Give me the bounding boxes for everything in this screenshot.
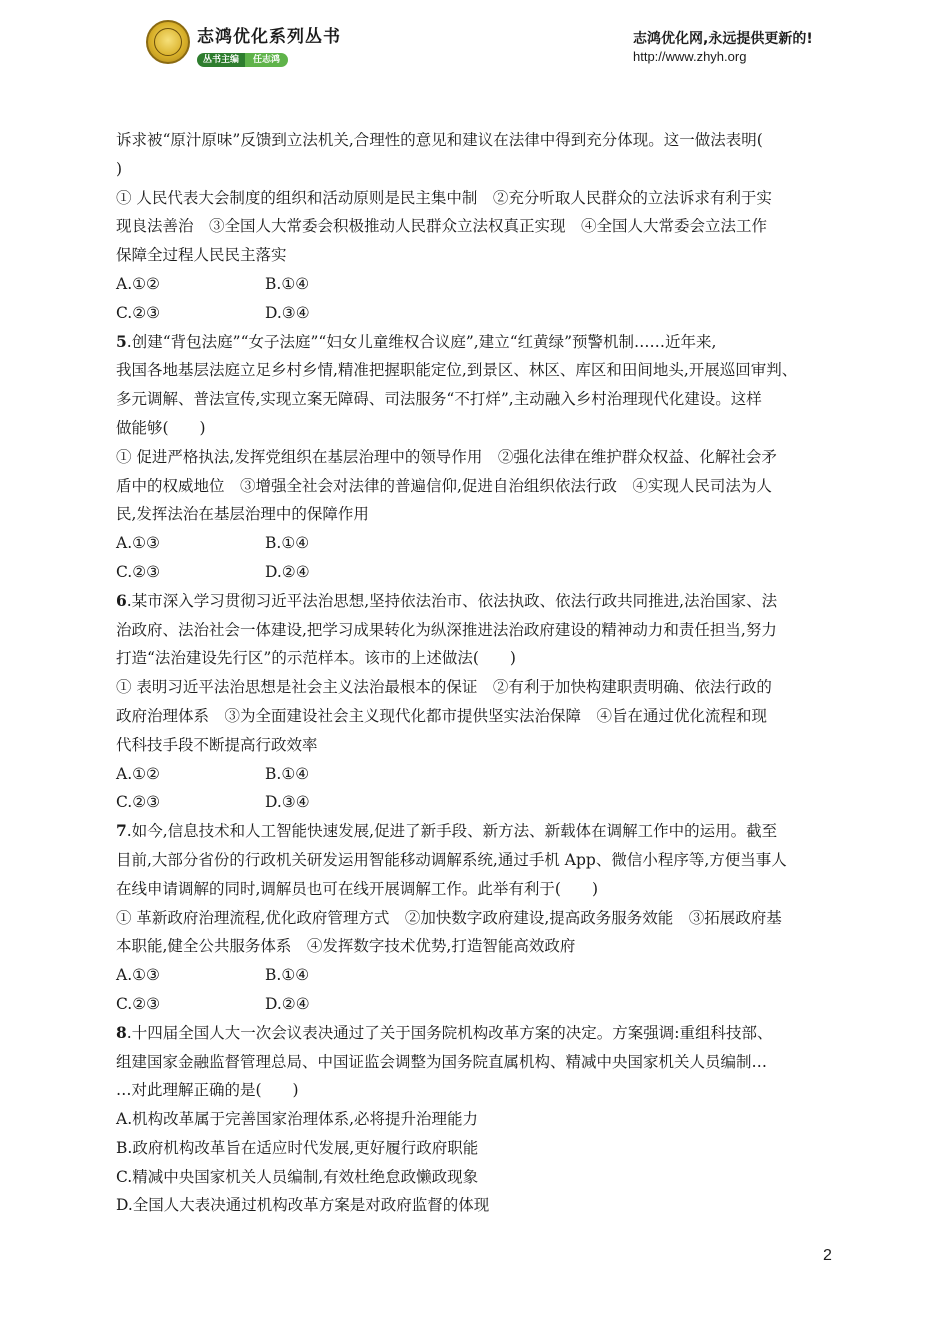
stem-text: .创建“背包法庭”“女子法庭”“妇女儿童维权合议庭”,建立“红黄绿”预警机制……近年来, xyxy=(126,332,717,351)
statement-line: 现良法善治 ③全国人大常委会积极推动人民群众立法权真正实现 ④全国人大常委会立法工作 xyxy=(116,217,768,236)
option-d: D.全国人大表决通过机构改革方案是对政府监督的体现 xyxy=(116,1196,490,1215)
statement-line: 民,发挥法治在基层治理中的保障作用 xyxy=(116,505,369,524)
statement-line: 代科技手段不断提高行政效率 xyxy=(116,735,318,754)
question-number: 8 xyxy=(116,1022,127,1042)
stem-text: .如今,信息技术和人工智能快速发展,促进了新手段、新方法、新载体在调解工作中的运用。截至 xyxy=(126,822,778,841)
option-b: B.政府机构改革旨在适应时代发展,更好履行政府职能 xyxy=(116,1138,479,1157)
question-8 xyxy=(116,1019,846,1221)
stem-line: 在线申请调解的同时,调解员也可在线开展调解工作。此举有利于( ) xyxy=(116,879,599,898)
option-b: B.①④ xyxy=(265,764,310,783)
stem-line: 目前,大部分省份的行政机关研发运用智能移动调解系统,通过手机 App、微信小程序等,方便当事人 xyxy=(116,850,787,869)
question-7 xyxy=(116,817,846,1019)
option-a: A.①③ xyxy=(116,966,160,985)
statement-line: 保障全过程人民民主落实 xyxy=(116,246,287,265)
stem-line xyxy=(116,1019,846,1048)
option-b: B.①④ xyxy=(265,534,310,553)
page-number: 2 xyxy=(823,1247,832,1264)
statement-line: ① 人民代表大会制度的组织和活动原则是民主集中制 ②充分听取人民群众的立法诉求有利于实 xyxy=(116,188,772,207)
stem-text: .十四届全国人大一次会议表决通过了关于国务院机构改革方案的决定。方案强调:重组科技部、 xyxy=(126,1023,773,1042)
question-number: 6 xyxy=(116,590,127,610)
statement-line: ① 革新政府治理流程,优化政府管理方式 ②加快数字政府建设,提高政务服务效能 ③拓展政府基 xyxy=(116,908,782,927)
stem-line xyxy=(116,817,846,846)
stem-line: …对此理解正确的是( ) xyxy=(116,1081,299,1100)
option-row xyxy=(116,558,846,587)
stem-line: 诉求被“原汁原味”反馈到立法机关,合理性的意见和建议在法律中得到充分体现。这一做法表明( xyxy=(116,131,763,149)
site-url[interactable]: http://www.zhyh.org xyxy=(633,49,747,64)
seal-ring xyxy=(154,28,182,56)
option-a: A.机构改革属于完善国家治理体系,必将提升治理能力 xyxy=(116,1110,479,1129)
stem-line: ) xyxy=(116,159,123,178)
option-row xyxy=(116,270,846,299)
page-header xyxy=(0,0,950,90)
site-slogan: 志鸿优化网,永远提供更新的! xyxy=(633,31,813,47)
statement-line: ① 表明习近平法治思想是社会主义法治最根本的保证 ②有利于加快构建职责明确、依法行政的 xyxy=(116,678,772,697)
seal-logo-icon xyxy=(146,20,190,64)
question-5 xyxy=(116,328,846,587)
option-d: D.③④ xyxy=(265,793,310,812)
editor-badge xyxy=(197,47,288,65)
option-row xyxy=(116,961,846,990)
statement-line: 本职能,健全公共服务体系 ④发挥数字技术优势,打造智能高效政府 xyxy=(116,937,576,956)
question-number: 5 xyxy=(116,331,127,351)
option-row xyxy=(116,760,846,789)
option-d: D.②④ xyxy=(265,562,310,581)
option-b: B.①④ xyxy=(265,966,310,985)
stem-line: 治政府、法治社会一体建设,把学习成果转化为纵深推进法治政府建设的精神动力和责任担当,努力 xyxy=(116,620,777,639)
option-a: A.①② xyxy=(116,274,160,293)
statement-line: 盾中的权威地位 ③增强全社会对法律的普遍信仰,促进自治组织依法行政 ④实现人民司法为人 xyxy=(116,476,772,495)
stem-line: 我国各地基层法庭立足乡村乡情,精准把握职能定位,到景区、林区、库区和田间地头,开展巡回审判、 xyxy=(116,361,798,380)
question-4-tail xyxy=(116,126,846,328)
option-c: C.②③ xyxy=(116,562,161,581)
option-d: D.②④ xyxy=(265,994,310,1013)
option-c: C.②③ xyxy=(116,994,161,1013)
statement-line: 政府治理体系 ③为全面建设社会主义现代化都市提供坚实法治保障 ④旨在通过优化流程和现 xyxy=(116,706,768,725)
option-row xyxy=(116,529,846,558)
stem-line: 做能够( ) xyxy=(116,418,206,437)
stem-line: 组建国家金融监督管理总局、中国证监会调整为国务院直属机构、精减中央国家机关人员编制… xyxy=(116,1052,768,1071)
option-b: B.①④ xyxy=(265,274,310,293)
statement-line: ① 促进严格执法,发挥党组织在基层治理中的领导作用 ②强化法律在维护群众权益、化解社会矛 xyxy=(116,447,777,466)
series-title: 志鸿优化系列丛书 xyxy=(197,27,341,47)
question-content xyxy=(116,126,846,1220)
option-a: A.①③ xyxy=(116,534,160,553)
option-d: D.③④ xyxy=(265,303,310,322)
option-a: A.①② xyxy=(116,764,160,783)
option-row xyxy=(116,299,846,328)
stem-line: 多元调解、普法宣传,实现立案无障碍、司法服务“不打烊”,主动融入乡村治理现代化建设。这样 xyxy=(116,390,762,409)
option-row xyxy=(116,788,846,817)
stem-line: 打造“法治建设先行区”的示范样本。该市的上述做法( ) xyxy=(116,649,516,668)
option-c: C.②③ xyxy=(116,303,161,322)
editor-role: 丛书主编 xyxy=(197,53,245,67)
option-c: C.精减中央国家机关人员编制,有效杜绝怠政懒政现象 xyxy=(116,1167,479,1186)
option-row xyxy=(116,990,846,1019)
stem-line xyxy=(116,587,846,616)
question-6 xyxy=(116,587,846,817)
stem-text: .某市深入学习贯彻习近平法治思想,坚持依法治市、依法执政、依法行政共同推进,法治国家、法 xyxy=(126,591,778,610)
question-number: 7 xyxy=(116,821,127,841)
stem-line xyxy=(116,328,846,357)
option-c: C.②③ xyxy=(116,793,161,812)
editor-name: 任志鸿 xyxy=(245,53,288,67)
